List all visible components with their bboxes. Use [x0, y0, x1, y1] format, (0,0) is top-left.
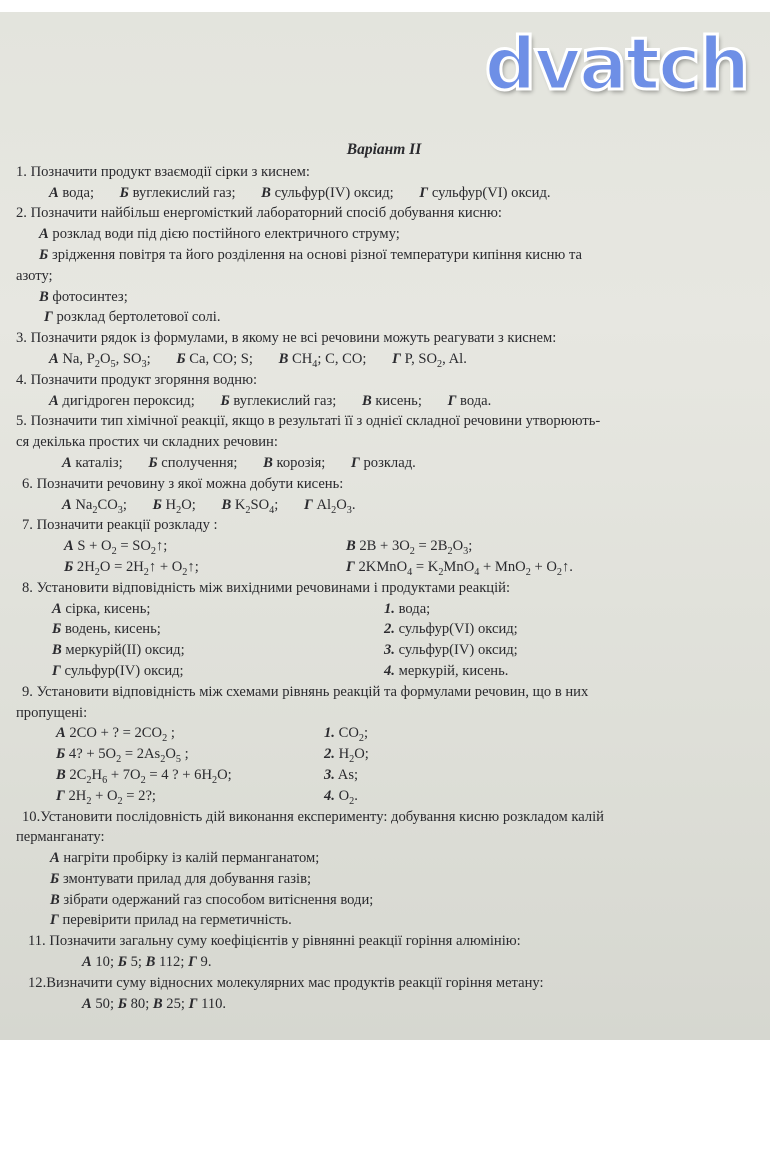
question-7-options: А $S + O_2$ = $SO_2↑$; В $2B + 3O_2 = 2B_2O_3$; Б $2H_2O$ = $2H_2↑$ + $O_2↑$; Г 2KMnO$_4$ = $K_2MnO_4 + MnO_2$ + $O_2↑$. — [64, 538, 573, 578]
question-10: 10.Установити послідовність дій виконання експерименту: добування кисню розкладом калій — [22, 808, 604, 825]
question-9: 9. Установити відповідність між схемами рівнянь реакцій та формулами речовин, що в них — [22, 683, 589, 700]
question-2: 2. Позначити найбільш енергомісткий лабораторний спосіб добування кисню: — [16, 205, 502, 222]
question-2-option-v: В фотосинтез; — [39, 288, 128, 305]
question-9-cont: пропущені: — [16, 704, 88, 721]
question-5-cont: ся декілька простих чи складних речовин: — [16, 434, 278, 451]
question-12: 12.Визначити суму відносних молекулярних мас продуктів реакції горіння метану: — [28, 974, 544, 991]
question-6: 6. Позначити речовину з якої можна добути кисень: — [22, 475, 344, 492]
question-4-options: А дигідроген пероксид; Б вуглекислий газ; В кисень; Г вода. — [49, 392, 492, 409]
question-2-option-b: Б зрідження повітря та його розділення на основі різної температури кипіння кисню та — [39, 246, 582, 263]
watermark-logo: dvatch — [484, 22, 748, 106]
question-5: 5. Позначити тип хімічної реакції, якщо в результаті її з однієї складної речовини утворюють- — [16, 413, 601, 430]
question-3: 3. Позначити рядок із формулами, в якому не всі речовини можуть реагувати з киснем: — [16, 330, 557, 347]
question-3-options: А Na, $P_2O_5$, $SO_3$; Б Ca, CO; S; В $CH_4$; C, CO; Г P, $SO_2$, Al. — [49, 350, 467, 370]
worksheet-content — [16, 140, 752, 1014]
question-10-option-g: Г перевірити прилад на герметичність. — [50, 912, 292, 929]
question-8-match: А сірка, кисень; 1. вода; Б водень, кисень; 2. сульфур(VI) оксид; В меркурій(II) оксид; 3. сульфур(IV) оксид; Г сульфур(IV) оксид; 4. меркурій, кисень. — [52, 600, 518, 679]
question-2-option-g: Г розклад бертолетової солі. — [44, 309, 221, 326]
question-1-options: А вода; Б вуглекислий газ; В сульфур(IV) оксид; Г сульфур(VI) оксид. — [49, 184, 551, 201]
question-5-options: А каталіз; Б сполучення; В корозія; Г розклад. — [62, 454, 416, 471]
question-11: 11. Позначити загальну суму коефіцієнтів у рівнянні реакції горіння алюмінію: — [28, 933, 521, 950]
question-9-match: А 2CO + ? = $2CO_2$ ; 1. $CO_2$; Б 4? + $5O_2 = 2As_2O_5$ ; 2. $H_2O$; В $2C_2H_6 + 7O_2 = 4$ ? + $6H_2O$; 3. As; Г $2H_2 + O_2 = 2$?; 4. $O_2$. — [56, 725, 369, 807]
question-10-option-a: А нагріти пробірку із калій перманганатом; — [50, 850, 320, 867]
question-4: 4. Позначити продукт згоряння водню: — [16, 371, 258, 388]
question-12-options: А 50; Б 80; В 25; Г 110. — [82, 995, 227, 1012]
question-7: 7. Позначити реакції розкладу : — [22, 517, 218, 534]
question-6-options: А $Na_2CO_3$; Б $H_2O$; В $K_2SO_4$; Г $Al_2O_3$. — [62, 496, 356, 516]
question-11-options: А 10; Б 5; В 112; Г 9. — [82, 954, 212, 971]
question-1: 1. Позначити продукт взаємодії сірки з киснем: — [16, 163, 310, 180]
question-8: 8. Установити відповідність між вихідними речовинами і продуктами реакцій: — [22, 579, 511, 596]
question-2-option-a: А розклад води під дією постійного електричного струму; — [39, 226, 400, 243]
worksheet-photo — [0, 12, 770, 1040]
question-10-option-v: В зібрати одержаний газ способом витіснення води; — [50, 891, 374, 908]
variant-title: Варіант II — [346, 141, 422, 158]
question-10-option-b: Б змонтувати прилад для добування газів; — [50, 870, 312, 887]
question-10-cont: перманганату: — [16, 829, 105, 846]
question-2-option-b-cont: азоту; — [16, 267, 53, 284]
